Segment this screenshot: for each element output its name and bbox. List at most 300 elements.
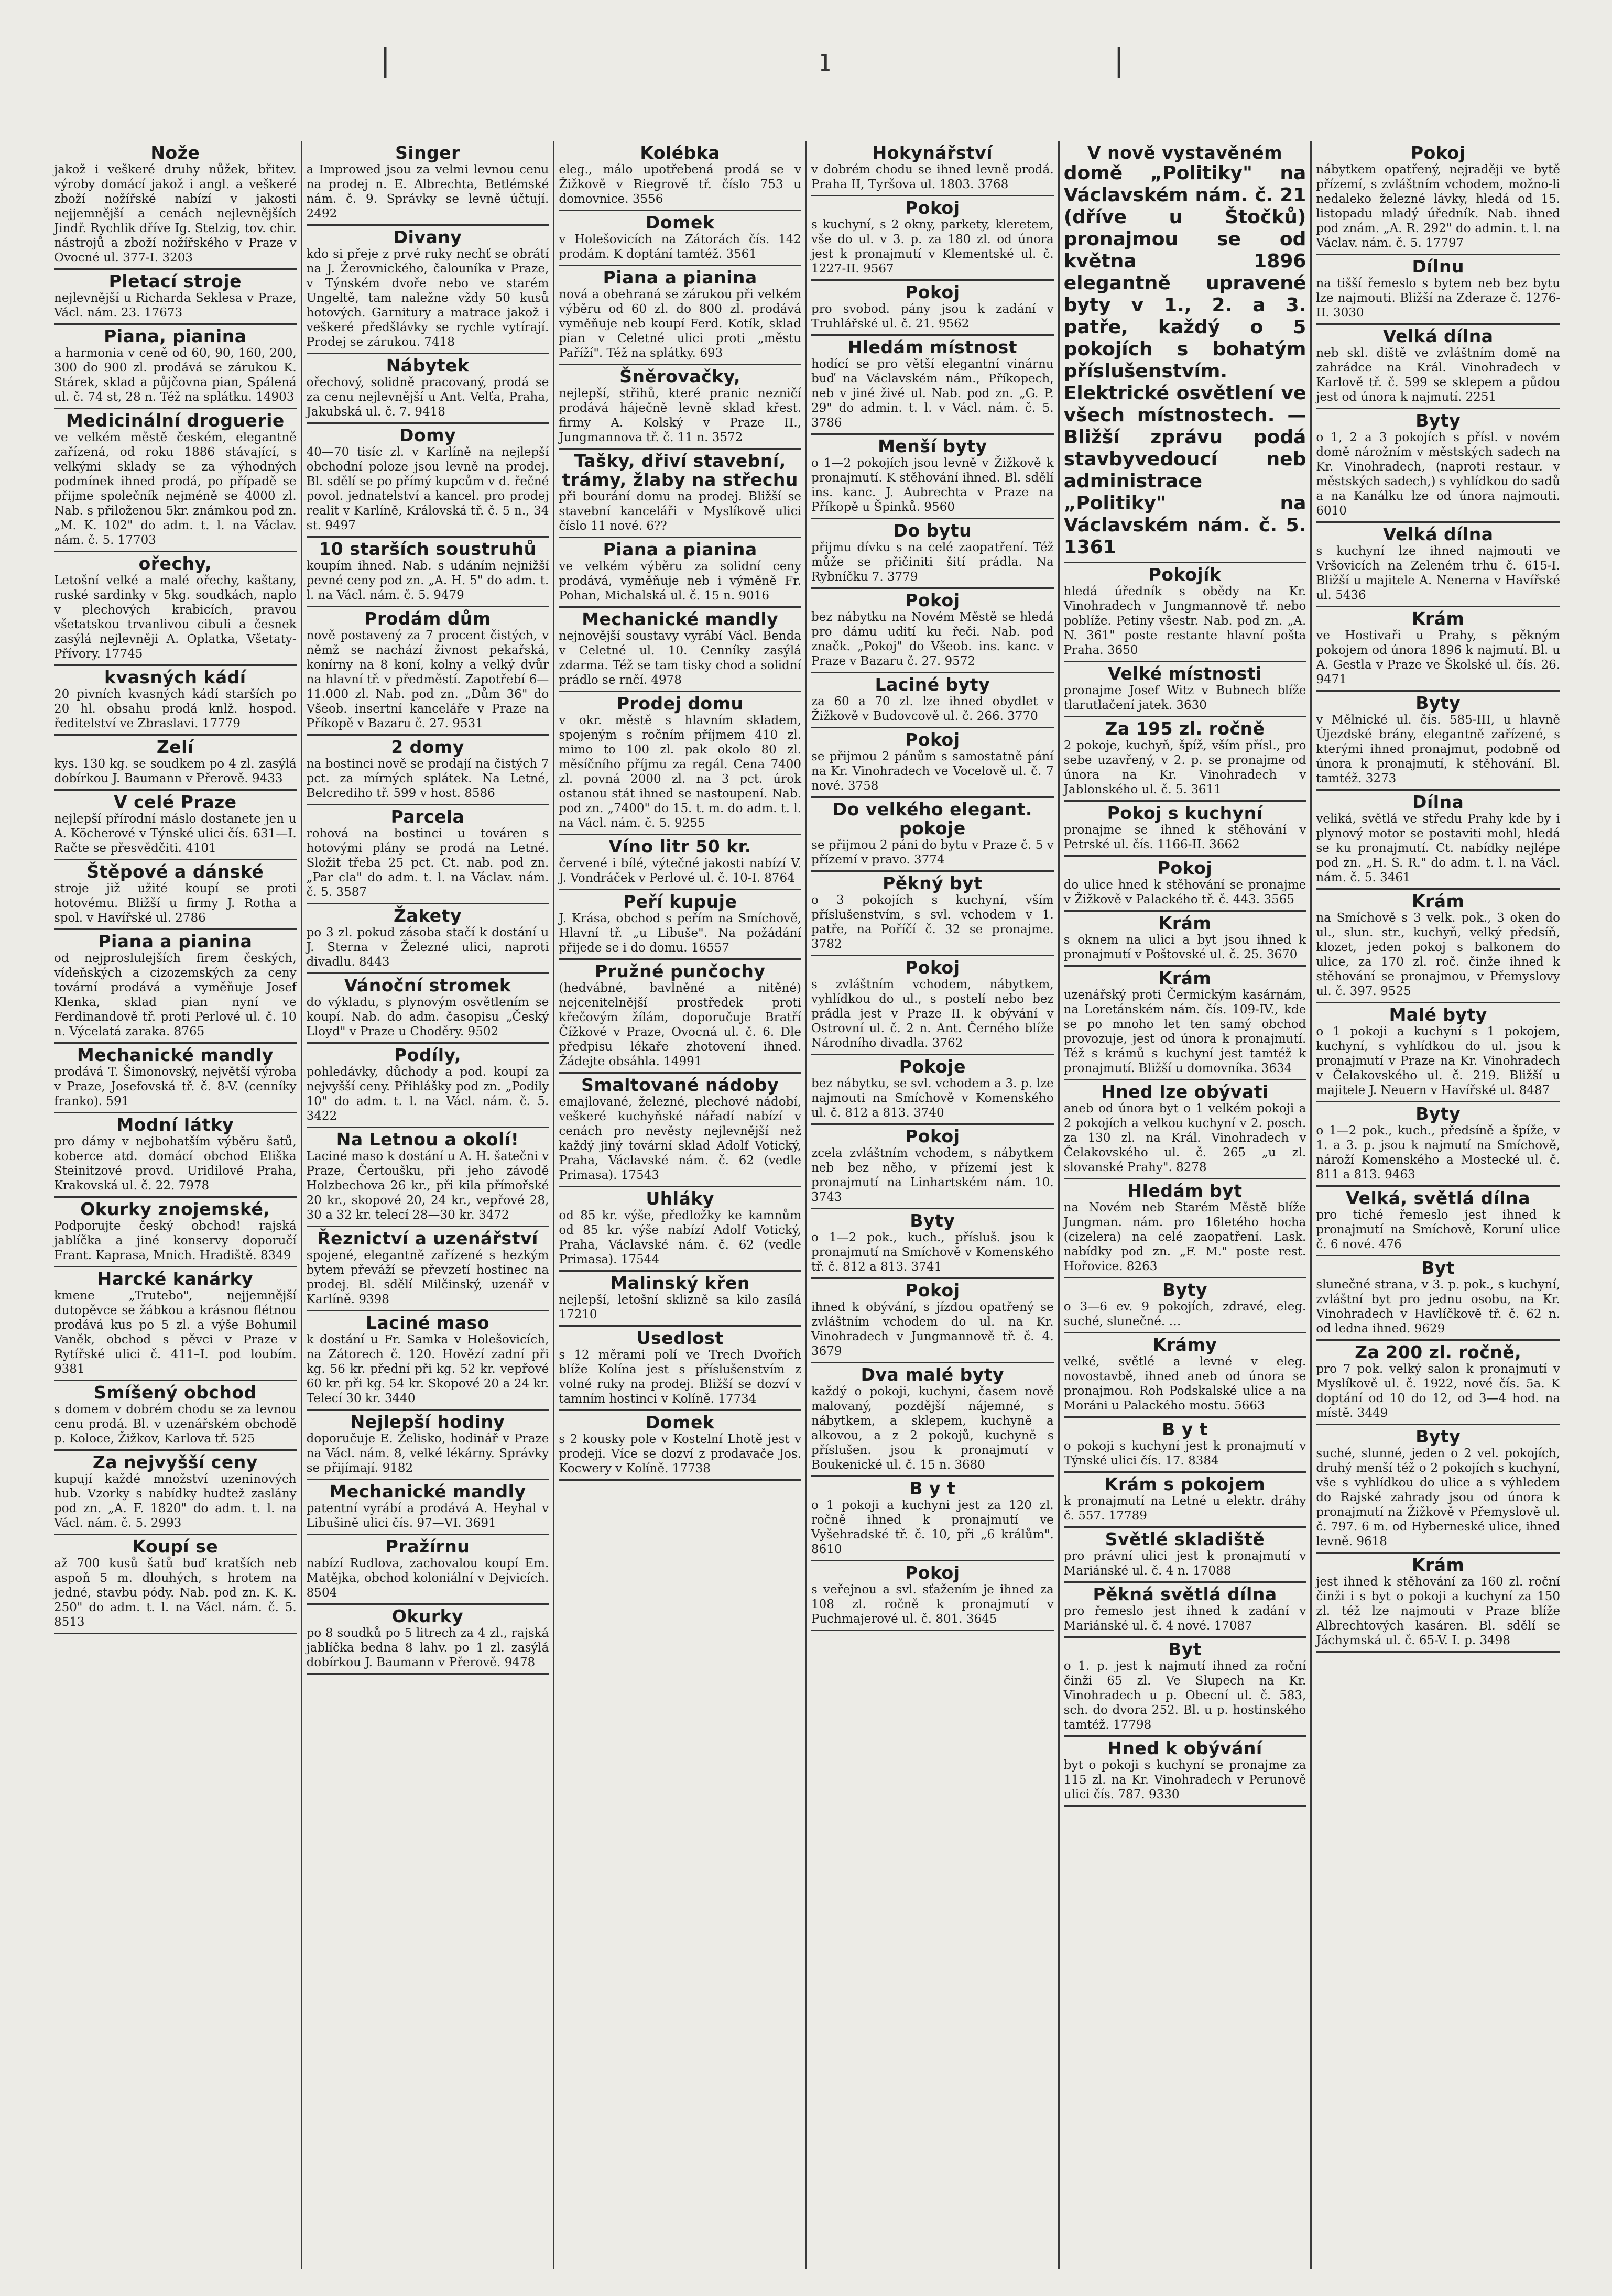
ad-heading: Pokoj xyxy=(905,1126,960,1146)
column-5 xyxy=(1060,141,1312,2269)
ad-heading: Zelí xyxy=(156,737,194,757)
classified-ad xyxy=(1316,692,1560,791)
classified-ad xyxy=(811,1209,1054,1279)
ad-text: pro právní ulici jest k pronajmutí v Mariánské ul. č. 4 n. 17088 xyxy=(1063,1549,1306,1578)
classified-ad xyxy=(811,336,1054,435)
ad-heading: 10 starších soustruhů xyxy=(319,539,537,559)
ad-heading: Malé byty xyxy=(1389,1004,1487,1025)
ad-text: emajlované, železné, plechové nádobí, veškeré kuchyňské nářadí nabízí v cenách pro nevěsty nejlevnější než každý jiný tovární sklad Adolf Votický, Praha, Václavské nám. č. 62 (vedle Primasa). 17543 xyxy=(559,1095,802,1182)
ad-text: o 1, 2 a 3 pokojích s přísl. v novém domě nárožním v městských sadech na Kr. Vinohradech, (naproti restaur. v městských sadech,) s vyhlídkou do sadů a na Kanálku lze od února najmouti. 6010 xyxy=(1316,431,1561,518)
ad-text: za 60 a 70 zl. lze ihned obydlet v Žižkově v Budovcově ul. č. 266. 3770 xyxy=(811,695,1054,723)
classified-ad xyxy=(1316,1256,1560,1341)
classified-ad xyxy=(1064,1737,1306,1807)
ad-text: koupím ihned. Nab. s udáním nejnižší pevné ceny pod zn. „A. H. 5" do adm. t. l. na Václ. nám. č. 5. 9479 xyxy=(306,559,549,602)
ad-heading: Dva malé byty xyxy=(861,1364,1005,1385)
classified-ad xyxy=(1316,1187,1560,1256)
ad-heading: Parcela xyxy=(390,806,465,827)
classified-ad xyxy=(1064,141,1306,563)
ad-text: s kuchyní lze ihned najmouti ve Vršovicích na Zeleném trhu č. 615-I. Bližší u majitele A. Nenerna v Havířské ul. 5436 xyxy=(1316,544,1561,602)
ad-heading: Domy xyxy=(399,425,456,445)
classified-ad xyxy=(811,1363,1054,1477)
ad-text: a harmonia v ceně od 60, 90, 160, 200, 300 do 900 zl. prodává se zárukou K. Stárek, sklad a půjčovna pian, Spálená ul. č. 74 st, 28 n. Též na splátku. 14903 xyxy=(54,346,297,404)
ad-text: každý o pokoji, kuchyni, časem nově malovaný, pozdější nájemné, s nábytkem, a sklepem, kuchyně a alkovou, a z 2 pokojů, kuchyně s příslušen. jsou k pronajmutí v Boukenické ul. č. 15 n. 3680 xyxy=(811,1385,1054,1472)
ad-heading: Singer xyxy=(395,143,460,163)
classified-ad xyxy=(1064,662,1306,717)
classified-ad xyxy=(54,141,297,270)
classified-ad xyxy=(811,872,1054,956)
ad-text: o 1 pokoji a kuchyní s 1 pokojem, kuchyní, s vyhlídkou do ul. jsou k pronajmutí v Praze na Kr. Vinohradech v Čelakovského ul. č. 219. Bližší u majitele J. Neuern v Havířské ul. 8487 xyxy=(1316,1025,1561,1097)
ad-heading: Usedlost xyxy=(636,1328,724,1348)
ad-heading: Uhláky xyxy=(646,1188,714,1209)
classified-ad xyxy=(1064,1638,1306,1737)
ad-text: 40—70 tisíc zl. v Karlíně na nejlepší obchodní poloze jsou levně na prodej. Bl. sdělí se po přímý kupcům v d. řečné povol. jednatelství a kancel. pro prodej realit v Karlíně, Královská tř. č. 5 n., 34 st. 9497 xyxy=(306,445,549,532)
classified-ad xyxy=(1316,607,1560,692)
ad-text: do výkladu, s plynovým osvětlením se koupí. Nab. do adm. časopisu „Český Lloyd" v Praze u Choděry. 9502 xyxy=(306,996,549,1038)
ad-heading: Za nejvyšší ceny xyxy=(92,1452,258,1472)
classified-ad xyxy=(1064,563,1306,662)
column-2 xyxy=(302,141,555,2269)
ad-heading: Krám xyxy=(1411,1555,1465,1575)
ad-heading: Pražírnu xyxy=(385,1536,470,1557)
ad-text: bez nábytku na Novém Městě se hledá pro dámu udití ku řeči. Nab. pod značk. „Pokoj" do Všeob. ins. kanc. v Praze v Bazaru č. 27. 9572 xyxy=(811,610,1054,668)
classified-ad xyxy=(1064,717,1306,802)
ad-heading: Pokoj s kuchyní xyxy=(1107,803,1263,823)
classified-ad xyxy=(54,1267,297,1381)
classified-ad xyxy=(1316,1003,1560,1102)
ad-text: v Holešovicích na Zátorách čís. 142 prodám. K doptání tamtéž. 3561 xyxy=(559,233,802,261)
column-6 xyxy=(1312,141,1564,2269)
ad-text: pronajme se ihned k stěhování v Petrské ul. čís. 1166-II. 3662 xyxy=(1063,823,1306,851)
classified-ad xyxy=(1064,1179,1306,1278)
ad-text: patentní vyrábí a prodává A. Heyhal v Libušině ulici čís. 97—VI. 3691 xyxy=(306,1502,549,1530)
ad-text: slunečné strana, v 3. p. pok., s kuchyní, zvláštní byt pro jednu osobu, na Kr. Vinohradech v Havlíčkově tř. č. 62 n. od ledna ihned. 9629 xyxy=(1316,1278,1561,1336)
ad-text: po 8 soudků po 5 litrech za 4 zl., rajská jablíčka bedna 8 lahv. po 1 zl. zasýlá dobírkou J. Baumann v Přerově. 9478 xyxy=(306,1626,549,1669)
ad-text: spojené, elegantně zařízené s hezkým bytem převáží se převzetí hostinec na prodej. Bl. sdělí Milčinský, uzenář v Karlíně. 9398 xyxy=(306,1249,549,1306)
ad-text: o 1—2 pok., kuch., předsíně a špíže, v 1. a 3. p. jsou k najmutí na Smíchově, nároží Komenského a Mostecké ul. č. 811 a 813. 9463 xyxy=(1316,1124,1561,1182)
classified-ad xyxy=(1064,1583,1306,1638)
classified-ad xyxy=(1316,255,1560,325)
ad-text: na Novém neb Starém Městě blíže Jungman. nám. pro 16letého hocha (cizelera) na celé zaopatření. Lask. nabídky pod zn. „F. M." poste rest. Hořovice. 8263 xyxy=(1063,1201,1306,1273)
ad-heading: Velké místnosti xyxy=(1108,663,1262,684)
ad-heading: Velká dílna xyxy=(1382,524,1494,544)
ad-text: o 1. p. jest k najmutí ihned za roční činži 65 zl. Ve Slupech na Kr. Vinohradech u p. Obecní ul. č. 583, sch. do dvora 252. Bl. u p. hostinského tamtéž. 17798 xyxy=(1063,1659,1306,1732)
classified-ad xyxy=(559,692,801,835)
classified-ad xyxy=(559,1411,801,1481)
ad-text: na tišší řemeslo s bytem neb bez bytu lze najmouti. Bližší na Zderaze č. 1276-II. 3030 xyxy=(1316,277,1561,320)
ad-text: kdo si přeje z prvé ruky nechť se obrátí na J. Žerovnického, čalouníka v Praze, v Týnském dvoře nebo ve starém Ungeltě, tam naležne vždy 50 kusů hotových. Garnitury a matrace jakož i veškeré předšlávky se rychle vytírají. Prodej se zárukou. 7418 xyxy=(306,247,549,349)
ad-heading: Nože xyxy=(150,143,200,163)
ad-heading: Pěkná světlá dílna xyxy=(1093,1584,1277,1604)
ad-text: hodící se pro větší elegantní vinárnu buď na Václavském nám., Příkopech, neb v jiné živé ul. Nab. pod zn. „G. P. 29" do admin. t. l. v Václ. nám. č. 5. 3786 xyxy=(811,357,1054,430)
ad-text: nově postavený za 7 procent čistých, v němž se nachází živnost pekařská, konírny na 8 koní, kolny a velký dvůr na hlavní tř. v předměstí. Zapotřebí 6—11.000 zl. Nab. pod zn. „Dům 36" do Všeob. insertní kanceláře v Praze na Příkopě v Bazaru č. 27. 9531 xyxy=(306,629,549,730)
ad-heading: Divany xyxy=(393,227,462,247)
ad-heading: Pokoj xyxy=(905,957,960,978)
ad-text: pro řemeslo jest ihned k zadání v Mariánské ul. č. 4 nové. 17087 xyxy=(1063,1604,1306,1633)
ad-heading: Byty xyxy=(910,1210,955,1231)
classified-ad xyxy=(1064,802,1306,857)
ad-heading: Byty xyxy=(1415,693,1461,713)
ad-text: nabízí Rudlova, zachovalou koupí Em. Matějka, obchod koloniální v Dejvicích. 8504 xyxy=(306,1557,549,1600)
ad-heading: Hned lze obývati xyxy=(1101,1081,1269,1102)
ad-heading: Byty xyxy=(1415,410,1461,431)
classified-ad xyxy=(559,1074,801,1187)
ad-heading: Mechanické mandly xyxy=(77,1045,274,1065)
classified-ad xyxy=(307,974,549,1044)
ad-text: nábytkem opatřený, nejraději ve bytě přízemí, s zvláštním vchodem, možno-li nedaleko železné lávky, hledá od 15. listopadu mladý úředník. Nab. ihned pod znám. „A. R. 292" do admin. t. l. na Václav. nám. č. 5. 17797 xyxy=(1316,163,1561,250)
classified-ad xyxy=(54,1044,297,1113)
classified-ad xyxy=(811,728,1054,798)
ad-heading: Prodej domu xyxy=(616,693,744,714)
ad-text: ořechový, solidně pracovaný, prodá se za cenu nejlevnější u Ant. Velťa, Praha, Jakubská ul. č. 7. 9418 xyxy=(306,376,549,419)
ad-text: jakož i veškeré druhy nůžek, břitev. výroby domácí jakož i angl. a veškeré zboží nožířské nabízí v jakosti nejjemnější a cenách nejlevnějších Jindř. Rychlik dříve Ig. Stelzig, tov. chir. nástrojů a zboží nožířského v Praze v Ovocné ul. 377-I. 3203 xyxy=(54,163,297,265)
classified-ad xyxy=(1316,791,1560,890)
ad-heading: Piana a pianina xyxy=(603,539,757,560)
column-4 xyxy=(807,141,1060,2269)
classified-ad xyxy=(811,1561,1054,1631)
ad-text: pro dámy v nejbohatším výběru šatů, koberce atd. domácí obchod Eliška Steinitzové provd. Uridilové Praha, Krakovská ul. č. 22. 7978 xyxy=(54,1135,297,1193)
ad-text: uzenářský proti Čermickým kasárnám, na Loretánském nám. čís. 109-IV., kde se po mnoho let ten samý obchod provozuje, jest od února k pronajmutí. Též s krámů s kuchyní jest tamtéž k pronajmutí. Bližší u domovníka. 3634 xyxy=(1063,988,1306,1075)
classified-ad xyxy=(1316,325,1560,409)
ad-heading: Řeznictví a uzenářství xyxy=(317,1228,538,1249)
classified-ad xyxy=(307,805,549,904)
classified-ad xyxy=(54,666,297,736)
ad-heading: ořechy, xyxy=(138,553,212,574)
classified-ad xyxy=(54,1451,297,1535)
ad-text: 20 pivních kvasných kádí starších po 20 hl. obsahu prodá knlž. hospod. ředitelství ve Zbraslavi. 17779 xyxy=(54,687,297,730)
ad-heading: Smaltované nádoby xyxy=(581,1075,779,1095)
ad-heading: Krám xyxy=(1158,913,1212,933)
classified-ad xyxy=(307,904,549,974)
classified-ad xyxy=(307,1535,549,1605)
classified-ad xyxy=(307,1311,549,1411)
classified-ad xyxy=(559,266,801,365)
ad-heading: Pěkný byt xyxy=(883,873,983,893)
classified-ad xyxy=(1064,1528,1306,1583)
ad-text: s 12 měrami polí ve Trech Dvořích blíže Kolína jest s příslušenstvím z volné ruky na prodej. Bližší se dozví v tamním hostinci v Kolíně. 17734 xyxy=(559,1348,802,1406)
ad-text: suché, slunné, jeden o 2 vel. pokojích, druhý menší též o 2 pokojích s kuchyní, vše s vyhlídkou do ulice a s výhledem do Rajské zahrady jsou od února k pronajmutí na Žižkově v Přemyslově ul. č. 797. 6 m. od Hyberneské ulice, ihned levně. 9618 xyxy=(1316,1447,1561,1548)
classified-ad xyxy=(1316,1102,1560,1187)
ad-heading: Modní látky xyxy=(116,1114,234,1135)
ad-text: s kuchyní, s 2 okny, parkety, kleretem, vše do ul. v 3. p. za 180 zl. od února jest k pronajmutí v Klementské ul. č. 1227-II. 9567 xyxy=(811,218,1054,276)
ad-text: Laciné maso k dostání u A. H. šatečni v Praze, Čertoušku, při jeho závodě Holzbechova 26 kr., při kila přímořské 20 kr., skopové 20, 24 kr., vepřové 28, 30 a 32 kr. telecí 28—30 kr. 3472 xyxy=(306,1150,549,1222)
ad-text: rohová na bostinci u továren s hotovými plány se prodá na Letné. Složit třeba 25 pct. Ct. nab. pod zn. „Par cla" do adm. t. l. na Václav. nám. č. 5. 3587 xyxy=(306,827,549,899)
ad-heading: Pokojík xyxy=(1148,564,1222,585)
ad-heading: Velká, světlá dílna xyxy=(1346,1188,1530,1208)
classified-ad xyxy=(1316,1341,1560,1425)
ad-heading: Pokoj xyxy=(905,590,960,610)
classified-ad xyxy=(54,860,297,930)
ad-heading: Laciné maso xyxy=(366,1313,490,1333)
ad-heading: Hokynářství xyxy=(872,143,993,163)
ad-heading: Světlé skladiště xyxy=(1105,1529,1265,1549)
top-mark: | xyxy=(1114,42,1125,79)
classified-ad xyxy=(811,1477,1054,1561)
classified-ad xyxy=(559,960,801,1074)
ad-text: o 3—6 ev. 9 pokojích, zdravé, eleg. suché, slunečné. … xyxy=(1063,1300,1306,1328)
ad-text: a Improwed jsou za velmi levnou cenu na prodej n. E. Albrechta, Betlémské nám. č. 9. Správky se levně účtují. 2492 xyxy=(306,163,549,221)
ad-text: s zvláštním vchodem, nábytkem, vyhlídkou do ul., s postelí nebo bez prádla jest v Praze II. k obývání v Ostrovní ul. č. 2 n. Ant. Černého blíže Národního divadla. 3762 xyxy=(811,978,1054,1050)
ad-heading: Hledám byt xyxy=(1127,1180,1243,1201)
ad-heading: Menší byty xyxy=(878,436,987,456)
classified-ad xyxy=(307,226,549,354)
ad-text: o 1—2 pok., kuch., přísluš. jsou k pronajmutí na Smíchově v Komenského tř. č. 812 a 813. 3741 xyxy=(811,1231,1054,1274)
ad-text: na bostinci nově se prodají na čistých 7 pct. za mírných splátek. Na Letné, Belcrediho tř. 599 v host. 8586 xyxy=(306,757,549,800)
ad-text: domě „Politiky" na Václavském nám. č. 21 (dříve u Štočků) pronajmou se od května 1896 elegantně upravené byty v 1., 2. a 3. patře, každý o 5 pokojích s bohatým příslušenstvím. Elektrické osvětlení ve všech místnostech. — Bližší zprávu podá stavbyvedoucí neb administrace „Politiky" na Václavském nám. č. 5. 1361 xyxy=(1063,162,1306,558)
ad-heading: Peří kupuje xyxy=(623,891,737,912)
ad-text: Podporujte český obchod! rajská jablíčka a jiné konservy doporučí Frant. Kaprasa, Mnich. Hradiště. 8349 xyxy=(54,1219,297,1262)
ad-text: velké, světlé a levné v eleg. novostavbě, ihned aneb od února se pronajmou. Roh Podskalské ulice a na Moráni u Palackého mostu. 5663 xyxy=(1063,1355,1306,1413)
classified-ad xyxy=(559,608,801,692)
classified-ad xyxy=(307,424,549,538)
ad-heading: Žakety xyxy=(394,905,462,926)
classified-ad xyxy=(811,196,1054,281)
ad-text: k pronajmutí na Letné u elektr. dráhy č. 557. 17789 xyxy=(1063,1494,1306,1523)
ad-heading: Prodám dům xyxy=(364,608,491,629)
ad-heading: Dílna xyxy=(1412,792,1464,812)
ad-text: se přijmou 2 páni do bytu v Praze č. 5 v přízemí v pravo. 3774 xyxy=(811,838,1054,867)
ad-heading: Harcké kanárky xyxy=(97,1269,254,1289)
ad-heading: Za 195 zl. ročně xyxy=(1105,718,1265,739)
ad-text: neb skl. diště ve zvláštním domě na zahrádce na Král. Vinohradech v Karlově tř. č. 599 se sklepem a půdou jest od února k najmutí. 2251 xyxy=(1316,346,1561,404)
ad-text: od nejproslulejších firem českých, vídeňských a cizozemských za ceny tovární prodává a vyměňuje Josef Klenka, sklad pian nyní ve Ferdinandově tř. proti Perlové ul. č. 10 n. Výcelatá zaraka. 8765 xyxy=(54,952,297,1038)
classified-ad xyxy=(307,538,549,607)
ad-text: kmene „Trutebo", nejjemnější dutopěvce se žábkou a krásnou flétnou prodává kus po 5 zl. a výše Bohumil Vaněk, obchod s pěvci v Praze v Rytířské ulici č. 411–I. pod loubím. 9381 xyxy=(54,1289,297,1376)
ad-heading: Dílnu xyxy=(1412,256,1464,277)
classified-ad xyxy=(54,270,297,325)
ad-text: se přijmou 2 pánům s samostatně pání na Kr. Vinohradech ve Vocelově ul. č. 7 nové. 3758 xyxy=(811,750,1054,793)
ad-heading: 2 domy xyxy=(391,737,464,757)
classified-ad xyxy=(559,141,801,211)
classified-ad xyxy=(1064,1418,1306,1473)
classified-ad xyxy=(811,1055,1054,1125)
ad-heading: Krám xyxy=(1411,608,1465,629)
ad-heading: Medicinální droguerie xyxy=(66,410,285,431)
ad-text: s domem v dobrém chodu se za levnou cenu prodá. Bl. v uzenářském obchodě p. Koloce, Žižkov, Karlova tř. 525 xyxy=(54,1403,297,1446)
ad-heading: Domek xyxy=(646,212,715,233)
ad-heading: Byt xyxy=(1421,1258,1455,1278)
ad-text: ve velkém městě českém, elegantně zařízená, od roku 1886 stávající, s velkými sklady se za výhodných podmínek ihned prodá, po případě se přijme společník nejméně se 4000 zl. Nab. s přiloženou 5kr. známkou pod zn. „M. K. 102" do adm. t. l. na Václav. nám. č. 5. 17703 xyxy=(54,431,297,547)
classified-ad xyxy=(54,1113,297,1198)
ad-heading: Piana a pianina xyxy=(603,267,757,288)
ad-text: s 2 kousky pole v Kostelní Lhotě jest v prodeji. Více se dozví z prodavače Jos. Kocwery v Kolíně. 17738 xyxy=(559,1433,802,1475)
ad-heading: B y t xyxy=(1162,1419,1208,1439)
classified-ad xyxy=(54,736,297,791)
ad-heading: Smíšený obchod xyxy=(94,1382,257,1403)
ad-heading: Víno litr 50 kr. xyxy=(608,836,751,857)
ad-heading: Hledám místnost xyxy=(847,337,1017,357)
classified-ad xyxy=(1316,1554,1560,1653)
ad-heading: Okurky xyxy=(391,1606,464,1626)
ad-heading: Piana, pianina xyxy=(104,326,247,346)
ad-heading: Piana a pianina xyxy=(98,931,253,952)
ad-text: zcela zvláštním vchodem, s nábytkem neb bez něho, v přízemí jest k pronajmutí na Linhartském nám. 10. 3743 xyxy=(811,1146,1054,1204)
classified-ad xyxy=(1064,857,1306,912)
newspaper-page xyxy=(50,37,1564,2269)
ad-heading: Krám xyxy=(1158,968,1212,988)
ad-heading: V nově vystavěném xyxy=(1087,143,1282,163)
ad-text: kys. 130 kg. se soudkem po 4 zl. zasýlá dobírkou J. Baumann v Přerově. 9433 xyxy=(54,757,297,785)
ad-text: prodává T. Šimonovský, největší výroba v Praze, Josefovská tř. č. 8-V. (cenníky franko). 591 xyxy=(54,1065,297,1108)
ad-text: k dostání u Fr. Samka v Holešovicích, na Zátorech č. 120. Hovězí zadní při kg. 56 kr. přední při kg. 52 kr. vepřové 60 kr. při kg. 54 kr. Skopové 20 a 24 kr. Telecí 30 kr. 3440 xyxy=(306,1333,549,1405)
ad-heading: Pletací stroje xyxy=(108,271,242,291)
ad-heading: Vánoční stromek xyxy=(344,975,511,996)
classified-ad xyxy=(1316,890,1560,1003)
ad-text: nejlepší, střihů, které pranic nezničí prodává háječně levně sklad křest. firmy A. Kolský v Praze II., Jungmannova tř. č. 11 n. 3572 xyxy=(559,387,802,444)
classified-ad xyxy=(54,325,297,409)
ad-text: pro 7 pok. velký salon k pronajmutí v Myslíkově ul. č. 1922, nové čís. 5a. K doptání od 10 do 12, od 3—4 hod. na místě. 3449 xyxy=(1316,1362,1561,1420)
ad-heading: Pokoj xyxy=(905,729,960,750)
ad-heading: Nábytek xyxy=(386,355,470,376)
ad-heading: B y t xyxy=(909,1478,956,1499)
classified-ad xyxy=(307,141,549,226)
column-1 xyxy=(50,141,302,2269)
ad-heading: Malinský křen xyxy=(610,1273,750,1293)
classified-ad xyxy=(811,1279,1054,1363)
ad-text: až 700 kusů šatů buď kratších neb aspoň 5 m. dlouhých, s hrotem na jedné, stavbu pódy. Nab. pod zn. K. K. 250" do adm. t. l. na Václ. nám. č. 5. 8513 xyxy=(54,1557,297,1629)
ad-heading: Velká dílna xyxy=(1382,326,1494,346)
ad-text: pro svobod. pány jsou k zadání v Truhlářské ul. č. 21. 9562 xyxy=(811,302,1054,331)
ad-heading: Štěpové a dánské xyxy=(86,861,264,882)
classified-ad xyxy=(1064,1080,1306,1179)
ad-text: 2 pokoje, kuchyň, špíž, vším přísl., pro sebe uzavřený, v 2. p. se pronajme od února na Kr. Vinohradech v Jablonského ul. č. 5. 3611 xyxy=(1063,739,1306,796)
ad-text: v okr. městě s hlavním skladem, spojeným s ročním příjmem 410 zl. mimo to 100 zl. pak okolo 80 zl. měsíčního příjmu za regál. Cena 7400 zl. povná 2000 zl. na 3 pct. úrok ostanou stát ihned se nastoupení. Nab. pod zn. „7400" do 15. t. m. do adm. t. l. na Václ. nám. č. 5. 9255 xyxy=(559,714,802,830)
ad-heading: Krám s pokojem xyxy=(1104,1474,1266,1494)
ad-text: bez nábytku, se svl. vchodem a 3. p. lze najmouti na Smíchově v Komenského ul. č. 812 a 813. 3740 xyxy=(811,1077,1054,1120)
classified-ad xyxy=(307,1128,549,1227)
ad-text: kupují každé množství uzeninových hub. Vzorky s nabídky hudtež zaslány pod zn. „A. F. 1820" do adm. t. l. na Václ. nám. č. 5. 2993 xyxy=(54,1472,297,1530)
classified-ad xyxy=(559,450,801,538)
classified-ad xyxy=(1064,967,1306,1080)
classified-ad xyxy=(1316,141,1560,255)
top-mark: | xyxy=(380,42,391,79)
ad-text: s veřejnou a svl. sťažením je ihned za 108 zl. ročně k pronajmutí v Puchmajerové ul. č. 801. 3645 xyxy=(811,1583,1054,1626)
ad-heading: Pokoj xyxy=(905,1562,960,1583)
ad-text: nejlepší přírodní máslo dostanete jen u A. Köcherové v Týnské ulici čís. 631—I. Račte se přesvědčiti. 4101 xyxy=(54,812,297,855)
classified-ad xyxy=(54,1381,297,1451)
ad-text: nejlevnější u Richarda Seklesa v Praze, Václ. nám. 23. 17673 xyxy=(54,291,297,320)
ad-text: nejnovější soustavy vyrábí Václ. Benda v Celetné ul. 10. Cenníky zasýlá zdarma. Též se tam tisky chod a solidní prádlo se rnčí. 4978 xyxy=(559,629,802,687)
ad-heading: Byty xyxy=(1415,1103,1461,1124)
classified-ad xyxy=(307,1605,549,1675)
ad-heading: Krám xyxy=(1411,891,1465,911)
ad-heading: Za 200 zl. ročně, xyxy=(1355,1342,1522,1362)
classified-ad xyxy=(811,435,1054,519)
classified-ad xyxy=(307,736,549,805)
classified-ad xyxy=(1316,409,1560,523)
ad-text: nejlepší, letošní sklizně sa kilo zasílá 17210 xyxy=(559,1293,802,1321)
classified-ad xyxy=(1064,912,1306,967)
classified-ad xyxy=(1064,1333,1306,1418)
classified-ad xyxy=(54,552,297,666)
ad-text: ihned k obývání, s jízdou opatřený se zvláštním vchodem do ul. na Kr. Vinohradech v Jungmannově tř. č. 4. 3679 xyxy=(811,1300,1054,1358)
classified-ad xyxy=(1316,1425,1560,1554)
ad-text: jest ihned k stěhování za 160 zl. roční činži i s byt o pokoji a kuchyní za 150 zl. též lze najmouti v Praze blíže Albrechtových kasáren. Bl. sdělí se Jáchymská ul. č. 65-V. I. p. 3498 xyxy=(1316,1575,1561,1647)
classified-ad xyxy=(307,1480,549,1535)
ad-text: pohledávky, důchody a pod. koupí za nejvyšší ceny. Přihlášky pod zn. „Podily 10" do adm. t. l. na Václ. nám. č. 5. 3422 xyxy=(306,1065,549,1123)
ad-text: v dobrém chodu se ihned levně prodá. Praha II, Tyršova ul. 1803. 3768 xyxy=(811,163,1054,191)
classified-ad xyxy=(559,1327,801,1411)
ad-text: s oknem na ulici a byt jsou ihned k pronajmutí v Poštovské ul. č. 25. 3670 xyxy=(1063,933,1306,961)
ad-heading: Pokoj xyxy=(905,198,960,218)
ad-heading: Byty xyxy=(1162,1280,1207,1300)
classified-ad xyxy=(307,1227,549,1311)
ad-text: po 3 zl. pokud zásoba stačí k dostání u J. Sterna v Železné ulici, naproti divadlu. 8443 xyxy=(306,926,549,969)
ad-text: hledá úředník s obědy na Kr. Vinohradech v Jungmannově tř. nebo poblíže. Petiny všestr. Nab. pod zn. „A. N. 361" poste restante hlavní pošta Praha. 3650 xyxy=(1063,585,1306,657)
ad-heading: Krámy xyxy=(1152,1335,1217,1355)
page-top-marks xyxy=(50,37,1564,94)
classified-ad xyxy=(811,1125,1054,1209)
ad-text: eleg., málo upotřebená prodá se v Žižkově v Riegrově tř. číslo 753 u domovnice. 3556 xyxy=(559,163,802,206)
ad-heading: Pokoj xyxy=(905,282,960,302)
ad-text: nová a obehraná se zárukou při velkém výběru od 60 zl. do 800 zl. prodává vyměňuje neb koupí Ferd. Kotík, sklad pian v Celetné ulici proti „městu Paříží". Též na splátky. 693 xyxy=(559,288,802,360)
classified-ad xyxy=(559,890,801,960)
classified-ad xyxy=(54,1198,297,1267)
ad-heading: Pokoj xyxy=(1410,143,1466,163)
classified-ad xyxy=(811,798,1054,872)
classified-ad xyxy=(559,365,801,450)
ad-heading: V celé Praze xyxy=(114,792,237,812)
ad-heading: Mechanické mandly xyxy=(582,609,779,629)
classified-ad xyxy=(54,409,297,552)
ad-heading: Mechanické mandly xyxy=(329,1481,526,1502)
ad-heading: Kolébka xyxy=(640,143,721,163)
classified-ad xyxy=(811,141,1054,196)
ad-text: o pokoji s kuchyní jest k pronajmutí v Týnské ulici čís. 17. 8384 xyxy=(1063,1439,1306,1468)
ad-heading: Pokoj xyxy=(905,1280,960,1300)
ad-text: J. Krása, obchod s peřím na Smíchově, Hlavní tř. „u Libuše". Na požádání přijede se i do domu. 16557 xyxy=(559,912,802,955)
ad-heading: Do velkého elegant. pokoje xyxy=(832,799,1032,838)
ad-text: ve Hostivaři u Prahy, s pěkným pokojem od února 1896 k najmutí. Bl. u A. Gestla v Praze ve Školské ul. čís. 26. 9471 xyxy=(1316,629,1561,686)
classified-ad xyxy=(1316,523,1560,607)
ad-heading: Hned k obývání xyxy=(1107,1738,1262,1758)
classified-ad xyxy=(559,835,801,890)
classified-ad xyxy=(307,607,549,736)
classified-ad xyxy=(54,1535,297,1634)
classified-columns xyxy=(50,141,1564,2269)
classified-ad xyxy=(307,1044,549,1128)
ad-heading: Tašky, dřiví stavební, trámy, žlaby na střechu xyxy=(562,451,798,490)
ad-text: o 1—2 pokojích jsou levně v Žižkově k pronajmutí. K stěhování ihned. Bl. sdělí ins. kanc. J. Aubrechta v Praze na Příkopě u Špinků. 9560 xyxy=(811,456,1054,514)
ad-heading: Byty xyxy=(1415,1426,1461,1447)
classified-ad xyxy=(811,956,1054,1055)
ad-heading: Nejlepší hodiny xyxy=(350,1412,505,1432)
ad-text: v Mělnické ul. čís. 585-III, u hlavně Újezdské brány, elegantně zařízené, s kterými ihned pronajmut, podobně od února k pronajmutí, k stěhování. Bl. tamtéž. 3273 xyxy=(1316,713,1561,785)
ad-text: o 3 pokojích s kuchyní, vším příslušenstvím, s svl. vchodem v 1. patře, na Poříčí č. 32 se pronajme. 3782 xyxy=(811,893,1054,951)
ad-text: do ulice hned k stěhování se pronajme v Žižkově v Palackého tř. č. 443. 3565 xyxy=(1063,878,1306,906)
classified-ad xyxy=(559,538,801,608)
ad-heading: Pružné punčochy xyxy=(594,961,766,981)
ad-text: na Smíchově s 3 velk. pok., 3 oken do ul., slun. str., kuchyň, velký předsíň, klozet, jeden pokoj s balkonem do ulice, za 170 zl. roč. činže ihned k stěhování se pronajmou, v Přemyslovy ul. č. 397. 9525 xyxy=(1316,911,1561,998)
ad-text: (hedvábné, bavlněné a nitěné) nejcenitelnější prostředek proti křečovým žílám, doporučuje Bratří Čížkové v Praze, Ovocná ul. č. 6. Dle předpisu lékaře zhotovení ihned. Žádejte obsáhla. 14991 xyxy=(559,981,802,1068)
ad-text: doporučuje E. Želisko, hodinář v Praze na Václ. nám. 8, velké lékárny. Správky se přijímají. 9182 xyxy=(306,1432,549,1475)
column-3 xyxy=(554,141,807,2269)
ad-heading: Pokoj xyxy=(1157,858,1213,878)
classified-ad xyxy=(54,791,297,860)
ad-text: ve velkém výběru za solidní ceny prodává, vyměňuje neb i výměně Fr. Pohan, Michalská ul. č. 15 n. 9016 xyxy=(559,560,802,603)
ad-heading: Na Letnou a okolí! xyxy=(336,1129,519,1150)
ad-heading: kvasných kádí xyxy=(104,667,246,687)
ad-text: při bourání domu na prodej. Bližší se stavební kanceláři v Myslíkově ulici číslo 11 nové. 6?? xyxy=(559,490,802,533)
classified-ad xyxy=(811,589,1054,673)
classified-ad xyxy=(559,1272,801,1327)
ad-heading: Koupí se xyxy=(132,1536,219,1557)
classified-ad xyxy=(1064,1473,1306,1528)
ad-heading: Pokoje xyxy=(899,1056,966,1077)
classified-ad xyxy=(307,354,549,424)
ad-heading: Šněrovačky, xyxy=(619,366,741,387)
ad-heading: Do bytu xyxy=(893,520,972,541)
ad-text: o 1 pokoji a kuchyni jest za 120 zl. ročně ihned k pronajmutí ve Vyšehradské tř. č. 10, při „6 králům". 8610 xyxy=(811,1499,1054,1556)
